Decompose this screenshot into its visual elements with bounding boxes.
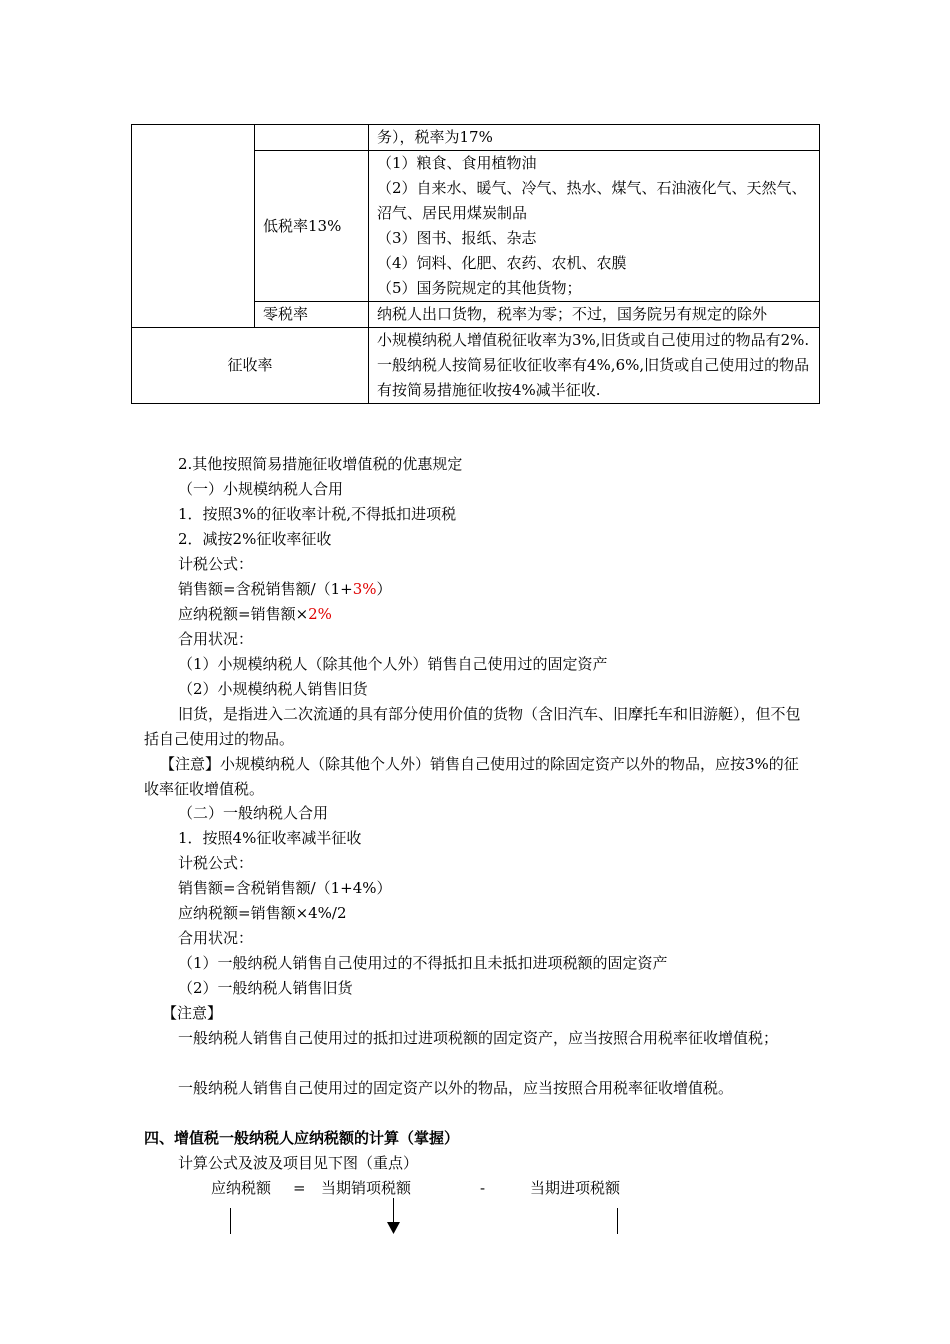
connector-line	[393, 1198, 394, 1224]
section-heading: 四、增值税一般纳税人应纳税额的计算（掌握）	[144, 1129, 460, 1147]
tax-rate-table	[131, 124, 820, 404]
list-item: （4）饲料、化肥、农药、农机、农膜	[377, 254, 627, 272]
paragraph: 一般纳税人销售自己使用过的固定资产以外的物品，应当按照合用税率征收增值税。	[178, 1079, 734, 1097]
table-cell-blank	[255, 125, 369, 151]
arrow-down-icon	[387, 1222, 400, 1234]
text-line: （1）小规模纳税人（除其他个人外）销售自己使用过的固定资产	[178, 655, 608, 673]
text-line: （1）一般纳税人销售自己使用过的不得抵扣且未抵扣进项税额的固定资产	[178, 954, 668, 972]
text-line: （二）一般纳税人合用	[178, 804, 329, 822]
text-line: 1．按照3%的征收率计税,不得抵扣进项税	[178, 505, 457, 523]
text-line: 合用状况：	[178, 929, 254, 947]
text-line: （一）小规模纳税人合用	[178, 480, 344, 498]
formula-text: ）	[376, 580, 392, 598]
list-item: （3）图书、报纸、杂志	[377, 229, 537, 247]
paragraph: 旧货，是指进入二次流通的具有部分使用价值的货物（含旧汽车、旧摩托车和旧游艇），但不包括自己使用过的物品。	[144, 705, 801, 748]
formula-equals: =	[293, 1179, 306, 1197]
text-line: （2）一般纳税人销售旧货	[178, 979, 353, 997]
text-line: 计算公式及波及项目见下图（重点）	[178, 1154, 419, 1172]
formula-rate: 2%	[308, 605, 332, 623]
formula-text: 应纳税额=销售额×	[178, 605, 309, 623]
text-line: 销售额=含税销售额/（1+4%）	[178, 879, 392, 897]
text-line: 计税公式：	[178, 854, 254, 872]
text-line: 计税公式：	[178, 555, 254, 573]
zero-rate-text: 纳税人出口货物，税率为零；不过，国务院另有规定的除外	[369, 302, 820, 328]
text-line: 2．减按2%征收率征收	[178, 530, 332, 548]
text-line: 【注意】	[162, 1004, 223, 1022]
formula-text: 销售额=含税销售额/（1+	[178, 580, 353, 598]
low-rate-items	[369, 151, 820, 302]
formula-term-output: 当期销项税额	[321, 1179, 412, 1197]
text-line: （2）小规模纳税人销售旧货	[178, 680, 368, 698]
formula-term-input: 当期进项税额	[530, 1179, 621, 1197]
formula-tax	[178, 602, 332, 627]
formula-sales	[178, 577, 392, 602]
list-item: （5）国务院规定的其他货物；	[377, 279, 582, 297]
table-cell-blank	[132, 125, 255, 328]
zero-rate-label: 零税率	[255, 302, 369, 328]
note-paragraph: 【注意】小规模纳税人（除其他个人外）销售自己使用过的除固定资产以外的物品，应按3%的征收率征收增值税。	[144, 755, 799, 798]
connector-line	[617, 1208, 618, 1234]
low-rate-label: 低税率13%	[255, 151, 369, 302]
text-line: 合用状况：	[178, 630, 254, 648]
formula-term-tax: 应纳税额	[211, 1179, 272, 1197]
formula-rate: 3%	[352, 580, 377, 598]
text-line: 1．按照4%征收率减半征收	[178, 829, 362, 847]
table-cell-top-text: 务），税率为17%	[369, 125, 820, 151]
levy-rate-label: 征收率	[132, 328, 369, 404]
formula-minus: -	[480, 1179, 486, 1197]
levy-rate-text: 小规模纳税人增值税征收率为3%,旧货或自己使用过的物品有2%.一般纳税人按简易征收征收率有4%,6%,旧货或自己使用过的物品有按简易措施征收按4%减半征收.	[369, 328, 820, 404]
paragraph: 一般纳税人销售自己使用过的抵扣过进项税额的固定资产，应当按照合用税率征收增值税；	[178, 1029, 779, 1047]
list-item: （2）自来水、暖气、冷气、热水、煤气、石油液化气、天然气、沼气、居民用煤炭制品	[377, 179, 807, 222]
list-item: （1）粮食、食用植物油	[377, 154, 537, 172]
text-line: 应纳税额=销售额×4%/2	[178, 904, 347, 922]
text-line: 2.其他按照简易措施征收增值税的优惠规定	[178, 455, 463, 473]
connector-line	[230, 1208, 231, 1234]
